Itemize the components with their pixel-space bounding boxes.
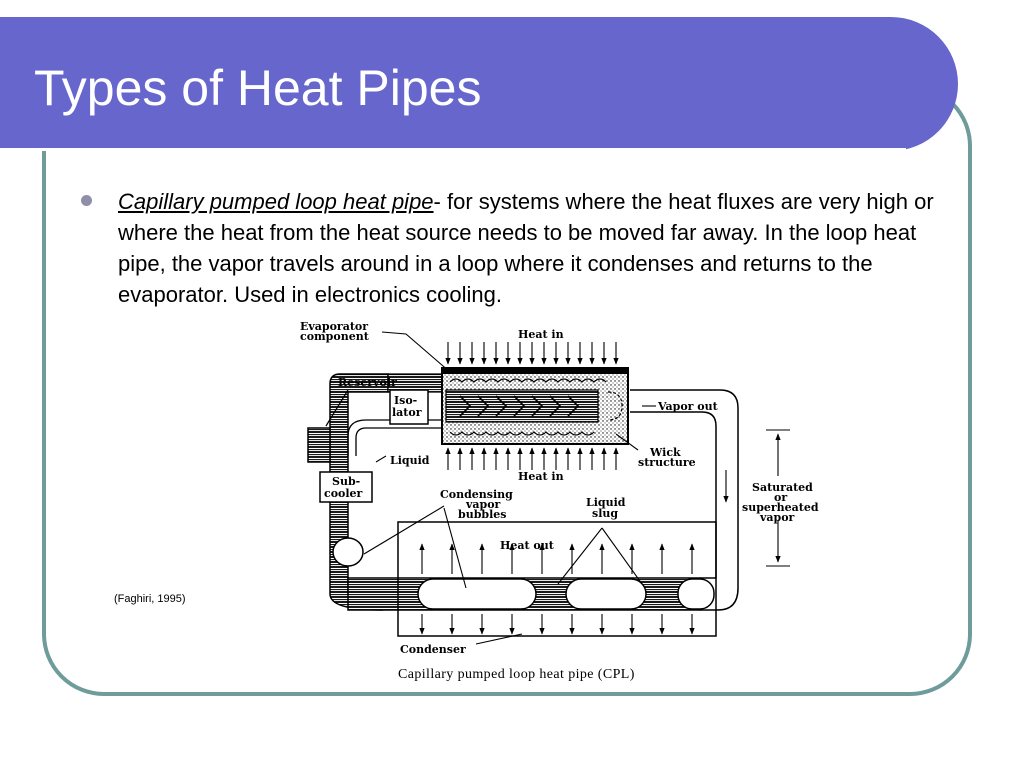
vapor-slug-2: [566, 579, 646, 609]
wick-label-2: structure: [638, 456, 696, 469]
bullet-term: Capillary pumped loop heat pipe: [118, 189, 434, 214]
diagram-caption: Capillary pumped loop heat pipe (CPL): [398, 667, 635, 682]
liquid-label: Liquid: [390, 454, 430, 467]
reservoir-label: Reservoir: [338, 376, 397, 389]
heat-out-up-arrows: [422, 544, 692, 574]
condenser-label: Condenser: [400, 643, 466, 656]
title-underline: [0, 148, 906, 151]
evaporator-label-2: component: [300, 330, 369, 343]
bullet-text: [118, 186, 944, 310]
vapor-slug-1: [418, 579, 536, 609]
vapor-slug-3: [678, 579, 714, 609]
subcooler-label: Sub-: [332, 475, 361, 488]
heat-in-top-label: Heat in: [518, 328, 564, 341]
vapor-out-label: Vapor out: [658, 400, 718, 413]
citation: (Faghiri, 1995): [114, 593, 186, 605]
evaporator-label: Evaporator: [300, 320, 369, 333]
condensing-label: Condensing: [440, 488, 513, 501]
vapor-bubble: [333, 538, 363, 566]
subcooler-label-2: cooler: [324, 487, 363, 500]
slide-title: Types of Heat Pipes: [34, 60, 482, 116]
vapor-line: [630, 390, 738, 610]
heat-out-label: Heat out: [500, 539, 554, 552]
isolator-label: Iso-: [394, 394, 418, 407]
title-bar: [0, 17, 958, 151]
cpl-diagram: [290, 316, 850, 690]
saturated-label-4: vapor: [760, 511, 795, 524]
evaporator-core: [446, 390, 598, 422]
heat-out-down-arrows: [422, 614, 692, 634]
saturated-label-2: or: [774, 491, 788, 504]
saturated-label-3: superheated: [742, 501, 819, 514]
liquid-slug-label: Liquid: [586, 496, 626, 509]
vapor-line-inner: [630, 412, 716, 578]
isolator-label-2: lator: [392, 406, 422, 419]
liquid-slug-label-2: slug: [592, 507, 619, 520]
condensing-label-2: vapor: [466, 498, 501, 511]
condensing-label-3: bubbles: [458, 508, 507, 521]
reservoir: [308, 428, 330, 462]
evaporator-top-bar: [442, 368, 628, 374]
heat-in-bottom-arrows: [448, 448, 616, 470]
wick-label: Wick: [650, 446, 681, 459]
heat-in-top-arrows: [448, 342, 616, 364]
heat-in-bottom-label: Heat in: [518, 470, 564, 483]
bullet-icon: [81, 195, 92, 206]
bullet-description: - for systems where the heat fluxes are very high or where the heat from the heat source needs to be moved far away. In the loop heat pipe, the vapor travels around in a loop where it condenses and returns to the evaporator. Used in electronics cooling.: [118, 189, 934, 307]
saturated-label: Saturated: [752, 481, 813, 494]
liquid-to-evaporator-line: [348, 420, 442, 456]
